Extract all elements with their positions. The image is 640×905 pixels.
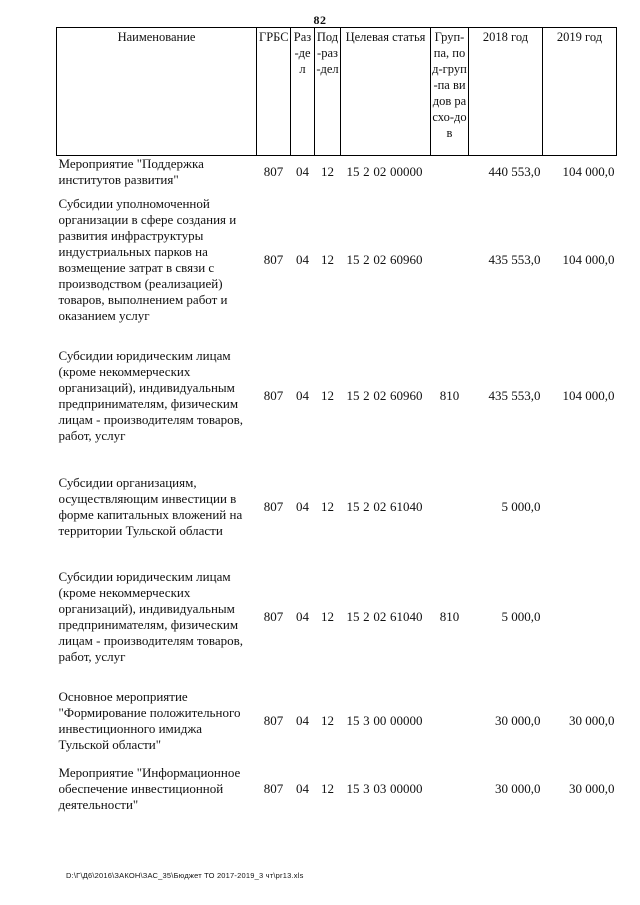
csr-event: 02 (373, 387, 387, 403)
row-2019: 30 000,0 (569, 713, 615, 728)
row-podrazdel: 12 (321, 499, 334, 514)
row-csr (341, 763, 431, 815)
csr-direction: 00000 (389, 781, 423, 796)
row-2018: 435 553,0 (488, 387, 541, 403)
row-grbs: 807 (263, 164, 284, 179)
row-2018: 440 553,0 (488, 164, 541, 179)
csr-subprogram: 2 (363, 609, 370, 624)
csr-subprogram: 2 (363, 387, 370, 403)
row-2018: 5 000,0 (501, 609, 541, 624)
row-csr (341, 188, 431, 332)
csr-event: 02 (373, 252, 387, 267)
table-header-row (57, 28, 617, 156)
budget-table (56, 27, 617, 815)
table-row (57, 555, 617, 679)
row-csr (341, 332, 431, 459)
row-2018: 30 000,0 (495, 713, 541, 728)
table-row (57, 763, 617, 815)
csr-subprogram: 2 (363, 164, 370, 179)
csr-event: 00 (373, 713, 387, 728)
row-vr (431, 679, 469, 763)
csr-subprogram: 3 (363, 713, 370, 728)
csr-direction: 61040 (389, 499, 423, 514)
row-vr: 810 (439, 387, 460, 403)
row-name: Мероприятие "Поддержка институтов развития" (58, 156, 204, 187)
header-2019: 2019 год (543, 28, 617, 156)
csr-direction: 00000 (389, 713, 423, 728)
row-razdel: 04 (296, 499, 309, 514)
csr-event: 02 (373, 164, 387, 179)
table-row (57, 332, 617, 459)
row-2019 (543, 459, 617, 555)
row-vr (431, 763, 469, 815)
row-podrazdel: 12 (321, 164, 334, 179)
csr-program: 15 (346, 713, 360, 728)
row-csr (341, 555, 431, 679)
row-vr: 810 (439, 609, 460, 624)
row-razdel: 04 (296, 252, 309, 267)
row-2019: 104 000,0 (562, 252, 615, 267)
table-row (57, 459, 617, 555)
csr-event: 02 (373, 609, 387, 624)
row-csr (341, 679, 431, 763)
row-2018: 435 553,0 (488, 252, 541, 267)
header-vr: Груп-па, под-груп-па видов расхо-дов (431, 28, 469, 156)
row-podrazdel: 12 (321, 387, 334, 403)
file-path-footer: D:\Г\Д6\2016\ЗАКОН\ЗАС_35\Бюджет ТО 2017-2019_3 чт\pr13.xls (66, 871, 304, 880)
row-2019: 104 000,0 (562, 164, 615, 179)
row-podrazdel: 12 (321, 713, 334, 728)
row-podrazdel: 12 (321, 252, 334, 267)
csr-program: 15 (346, 387, 360, 403)
row-csr (341, 459, 431, 555)
table-row (57, 679, 617, 763)
row-vr (431, 459, 469, 555)
row-2019: 30 000,0 (569, 781, 615, 796)
csr-program: 15 (346, 499, 360, 514)
row-vr (431, 156, 469, 189)
csr-subprogram: 2 (363, 499, 370, 514)
row-podrazdel: 12 (321, 781, 334, 796)
csr-direction: 60960 (389, 252, 423, 267)
row-csr (341, 156, 431, 189)
row-grbs: 807 (263, 781, 284, 796)
row-name: Субсидии организациям, осуществляющим инвестиции в форме капитальных вложений на территории Тульской области (58, 475, 243, 538)
row-grbs: 807 (263, 713, 284, 728)
row-2019 (543, 555, 617, 679)
row-razdel: 04 (296, 713, 309, 728)
csr-program: 15 (346, 781, 360, 796)
csr-direction: 60960 (389, 387, 423, 403)
row-name: Субсидии уполномоченной организации в сфере создания и развития инфраструктуры индустриальных парков на возмещение затрат в связи с производством (реализацией) товаров, выполнением работ и оказанием услуг (58, 196, 237, 323)
csr-event: 03 (373, 781, 387, 796)
row-grbs: 807 (263, 252, 284, 267)
page-number: 82 (313, 13, 327, 27)
csr-event: 02 (373, 499, 387, 514)
csr-subprogram: 3 (363, 781, 370, 796)
row-razdel: 04 (296, 609, 309, 624)
csr-direction: 61040 (389, 609, 423, 624)
row-2019: 104 000,0 (562, 387, 615, 403)
row-grbs: 807 (263, 499, 284, 514)
row-name: Мероприятие "Информационное обеспечение инвестиционной деятельности" (58, 765, 241, 812)
header-grbs: ГРБС (257, 28, 291, 156)
row-grbs: 807 (263, 609, 284, 624)
row-2018: 5 000,0 (501, 499, 541, 514)
table-row (57, 188, 617, 332)
header-podrazdel: Под-раз-дел (315, 28, 341, 156)
row-razdel: 04 (296, 387, 309, 403)
row-name: Основное мероприятие "Формирование положительного инвестиционного имиджа Тульской области" (58, 689, 241, 752)
row-name: Субсидии юридическим лицам (кроме некоммерческих организаций), индивидуальным предпринимателям, физическим лицам - производителям товаров, работ, услуг (58, 347, 244, 443)
row-podrazdel: 12 (321, 609, 334, 624)
row-vr (431, 188, 469, 332)
csr-program: 15 (346, 252, 360, 267)
csr-program: 15 (346, 609, 360, 624)
row-razdel: 04 (296, 781, 309, 796)
row-grbs: 807 (263, 387, 284, 403)
header-name: Наименование (57, 28, 257, 156)
csr-direction: 00000 (389, 164, 423, 179)
header-csr: Целевая статья (341, 28, 431, 156)
row-name: Субсидии юридическим лицам (кроме некоммерческих организаций), индивидуальным предпринимателям, физическим лицам - производителям товаров, работ, услуг (58, 569, 244, 664)
row-razdel: 04 (296, 164, 309, 179)
row-2018: 30 000,0 (495, 781, 541, 796)
table-row (57, 156, 617, 189)
csr-program: 15 (346, 164, 360, 179)
csr-subprogram: 2 (363, 252, 370, 267)
header-2018: 2018 год (469, 28, 543, 156)
header-razdel: Раз-дел (291, 28, 315, 156)
